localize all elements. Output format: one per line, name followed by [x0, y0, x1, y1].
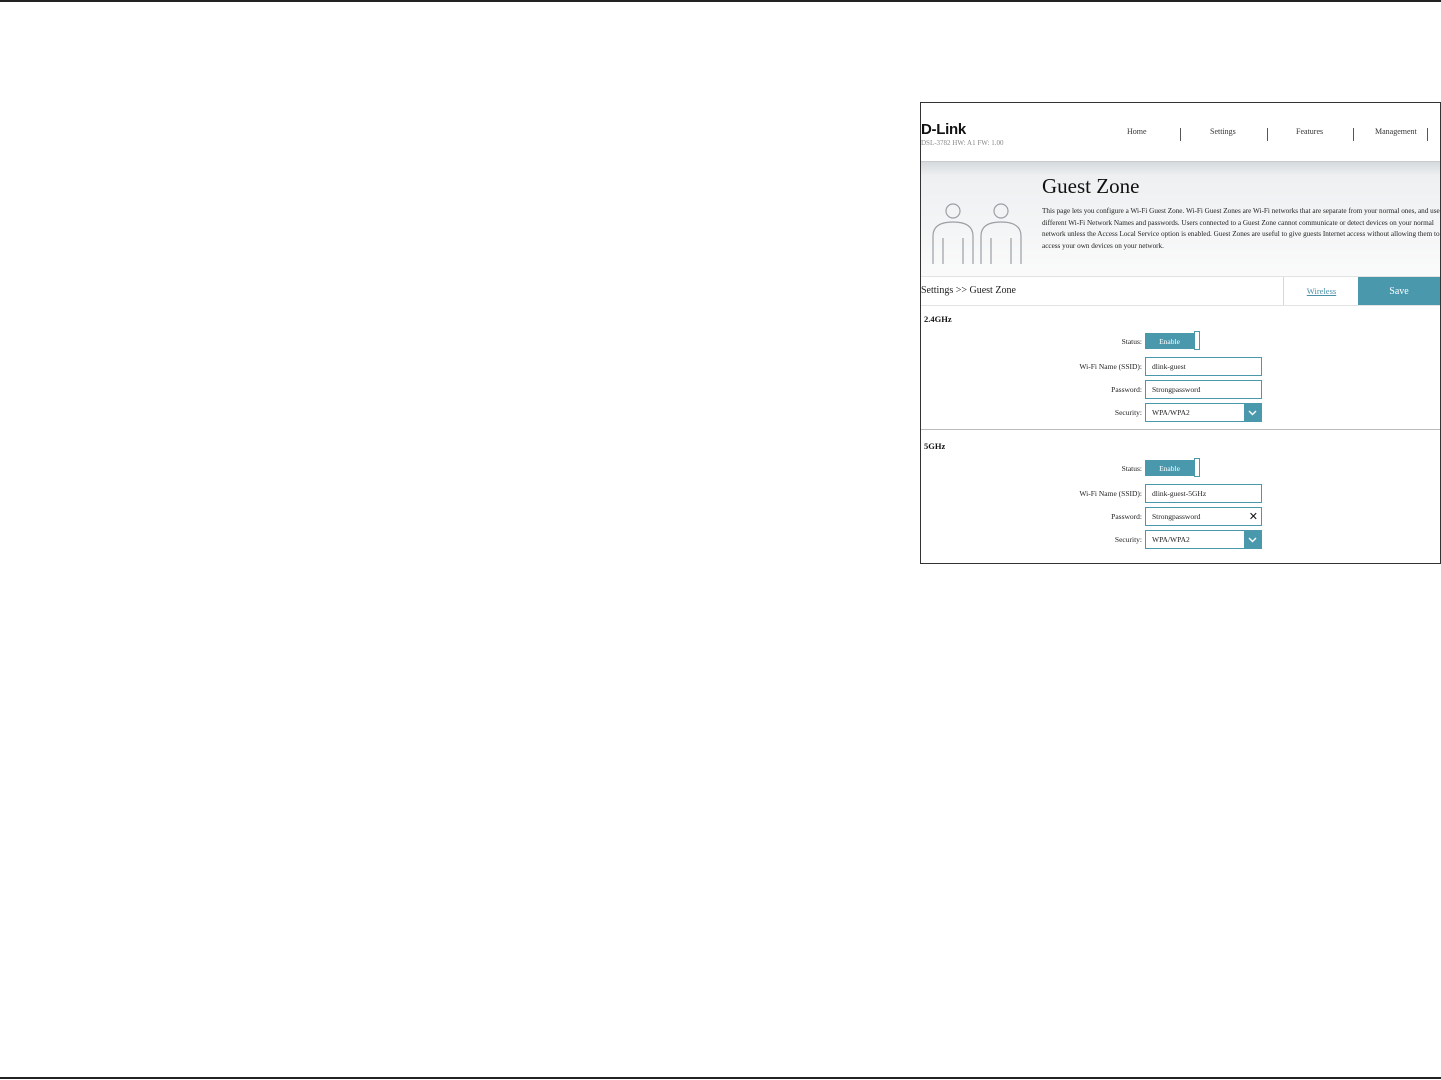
- ssid-input-24ghz[interactable]: [1152, 362, 1244, 371]
- section-title-5ghz: 5GHz: [924, 441, 946, 451]
- ssid-field-5ghz[interactable]: [1145, 484, 1262, 503]
- dlink-logo: D-Link: [921, 121, 966, 138]
- guest-people-icon: [929, 202, 1025, 264]
- clear-icon[interactable]: ✕: [1248, 510, 1258, 523]
- status-label: Status:: [1121, 464, 1142, 473]
- header: [921, 103, 1440, 161]
- password-field-24ghz[interactable]: [1145, 380, 1262, 399]
- nav-separator: [1353, 128, 1354, 141]
- ssid-label: Wi-Fi Name (SSID):: [1079, 489, 1142, 498]
- nav-separator: [1427, 128, 1428, 141]
- password-input-5ghz[interactable]: [1152, 512, 1244, 521]
- security-value-24ghz: WPA/WPA2: [1152, 408, 1190, 417]
- nav-separator: [1180, 128, 1181, 141]
- toggle-knob[interactable]: [1194, 331, 1200, 350]
- nav-management[interactable]: Management: [1375, 127, 1417, 136]
- router-ui-screenshot: [920, 102, 1441, 564]
- security-value-5ghz: WPA/WPA2: [1152, 535, 1190, 544]
- page-top-rule: [0, 0, 1441, 2]
- ssid-field-24ghz[interactable]: [1145, 357, 1262, 376]
- password-field-5ghz[interactable]: [1145, 507, 1262, 526]
- password-label: Password:: [1111, 512, 1142, 521]
- nav-features[interactable]: Features: [1296, 127, 1324, 136]
- security-label: Security:: [1114, 408, 1142, 417]
- password-label: Password:: [1111, 385, 1142, 394]
- page-banner: [921, 161, 1440, 277]
- page-description: This page lets you configure a Wi-Fi Guest Zone. Wi-Fi Guest Zones are Wi-Fi networks that are separate from your normal ones, and use different Wi-Fi Network Names and passwords. Users connected to a Guest Zone cannot communicate or detect devices on your normal network unless the Access Local Service option is enabled. Guest Zones are useful to give guests Internet access without allowing them to access your own devices on your network.: [1042, 207, 1440, 250]
- page-bottom-rule: [0, 1077, 1441, 1079]
- section-divider: [921, 429, 1440, 430]
- security-select-24ghz[interactable]: [1145, 403, 1262, 422]
- breadcrumb: Settings >> Guest Zone: [921, 285, 1016, 296]
- password-input-24ghz[interactable]: [1152, 385, 1244, 394]
- toggle-knob[interactable]: [1194, 458, 1200, 477]
- toggle-on-label: Enable: [1145, 333, 1194, 349]
- wireless-link[interactable]: Wireless: [1283, 277, 1359, 305]
- ssid-input-5ghz[interactable]: [1152, 489, 1244, 498]
- section-title-24ghz: 2.4GHz: [924, 314, 952, 324]
- chevron-down-icon[interactable]: [1244, 404, 1261, 421]
- nav-separator: [1267, 128, 1268, 141]
- save-button[interactable]: Save: [1358, 277, 1440, 305]
- toggle-on-label: Enable: [1145, 460, 1194, 476]
- security-select-5ghz[interactable]: [1145, 530, 1262, 549]
- model-info: DSL-3782 HW: A1 FW: 1.00: [921, 139, 1004, 147]
- status-toggle-5ghz[interactable]: [1145, 458, 1202, 477]
- main-nav: [921, 127, 1440, 143]
- status-toggle-24ghz[interactable]: [1145, 331, 1202, 350]
- status-label: Status:: [1121, 337, 1142, 346]
- ssid-label: Wi-Fi Name (SSID):: [1079, 362, 1142, 371]
- page-title: Guest Zone: [1042, 174, 1140, 198]
- security-label: Security:: [1114, 535, 1142, 544]
- chevron-down-icon[interactable]: [1244, 531, 1261, 548]
- toolbar: [921, 276, 1440, 306]
- nav-home[interactable]: Home: [1127, 127, 1147, 136]
- nav-settings[interactable]: Settings: [1210, 127, 1236, 136]
